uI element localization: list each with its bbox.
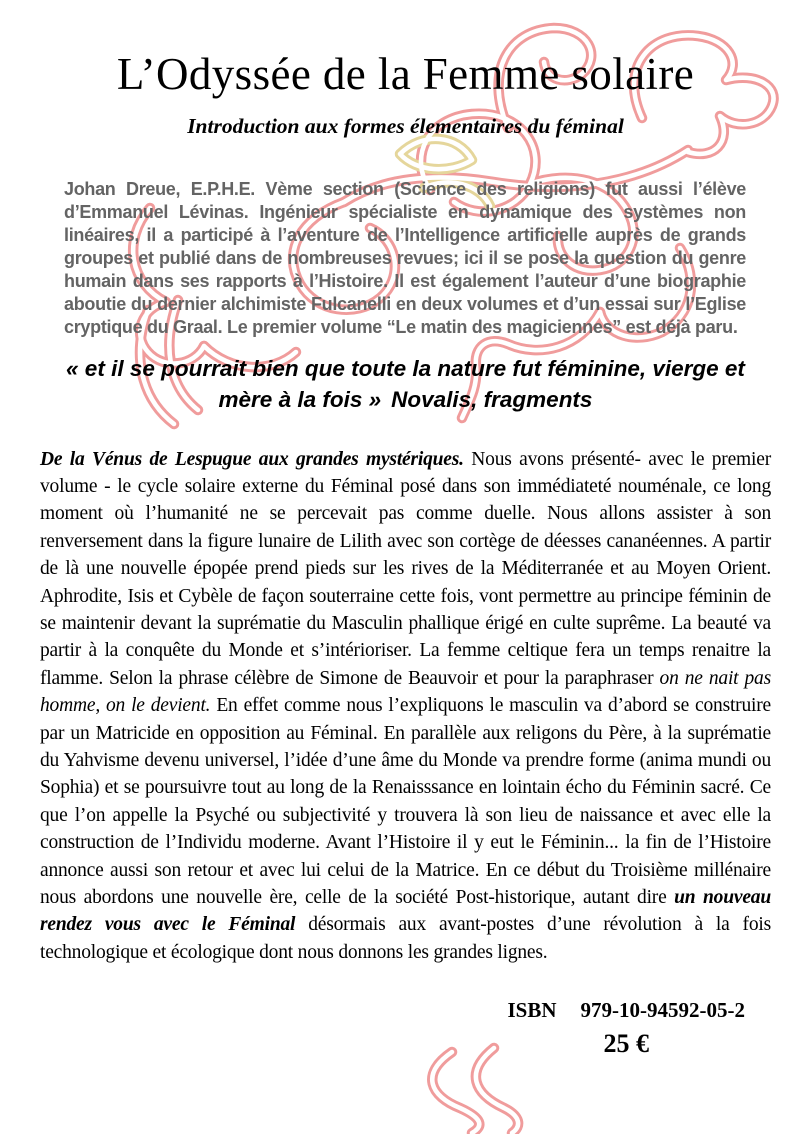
synopsis-part1: Nous avons présenté- avec le premier volume - le cycle solaire externe du Féminal posé dans son immédiateté nouménale, ce long moment où l’humanité ne se percevait pas comme duelle. Nous allons assister à son renversement dans la figure lunaire de Lilith avec son cortège de déesses cananéennes. A partir de là une nouvelle épopée prend pieds sur les rives de la Méditerranée et au Moyen Orient. Aphrodite, Isis et Cybèle de façon souterraine cette fois, vont permettre au principe féminin de se maintenir devant la suprématie du Masculin phallique érigé en culte suprême. La beauté va partir à la conquête du Monde et s’intérioriser. La femme celtique fera un temps renaitre la flamme. Selon la phrase célèbre de Simone de Beauvoir et pour la paraphraser — [40, 448, 771, 689]
synopsis-part3: désormais aux avant-postes d’une révolution à la fois technologique et écologique dont nous donnons les grandes lignes. — [40, 914, 772, 963]
novalis-quote — [40, 353, 771, 415]
synopsis-lead: De la Vénus de Lespugue aux grandes mystériques. — [40, 448, 464, 470]
book-subtitle: Introduction aux formes élementaires du féminal — [187, 114, 624, 138]
isbn-label: ISBN — [507, 998, 557, 1022]
isbn-line — [507, 998, 745, 1023]
book-title: L’Odyssée de la Femme solaire — [116, 49, 695, 99]
synopsis-part2: En effet comme nous l’expliquons le masculin va d’abord se construire par un Matricide en opposition au Féminal. En parallèle aux religons du Père, à la suprématie du Yahvisme devenu universel, l’idée d’une âme du Monde va prendre forme (anima mundi ou Sophia) et se poursuivre tout au long de la Renaisssance en lointain écho du Féminin sacré. Ce que l’on appelle la Psyché ou subjectivité y trouvera là son lieu de naissance et avec elle la construction de l’Individu moderne. Avant l’Histoire il y eut le Féminin... la fin de l’Histoire annonce aussi son retour et avec lui celui de la Matrice. En ce début du Troisième millénaire nous abordons une nouvelle ère, celle de la société Post-historique, autant dire — [40, 695, 771, 908]
synopsis — [40, 446, 771, 967]
synopsis-bold-phrase: un nouveau rendez vous avec le Féminal — [40, 887, 771, 936]
author-bio: Johan Dreue, E.P.H.E. Vème section (Science des religions) fut aussi l’élève d’Emmanuel Lévinas. Ingénieur spécialiste en dynamique des systèmes non linéaires, il a participé à l’aventure de l’Intelligence artificielle auprès de grands groupes et publié dans de nombreuses revues; ici il se pose la question du genre humain dans ses rapports à l’Histoire. Il est également l’auteur d’une biographie aboutie du dernier alchimiste Fulcanelli en deux volumes et d’un essai sur l’Eglise cryptique du Graal. Le premier volume “Le matin des magiciennes” est déjà paru. — [64, 179, 746, 337]
quote-attribution: Novalis, fragments — [391, 387, 593, 412]
price: 25 € — [603, 1029, 649, 1058]
synopsis-italic-citation: on ne nait pas homme, on le devient. — [40, 667, 771, 717]
footer-block — [507, 998, 745, 1059]
quote-text: « et il se pourrait bien que toute la nature fut féminine, vierge et mère à la fois » — [66, 356, 745, 412]
isbn-value: 979-10-94592-05-2 — [580, 998, 745, 1022]
